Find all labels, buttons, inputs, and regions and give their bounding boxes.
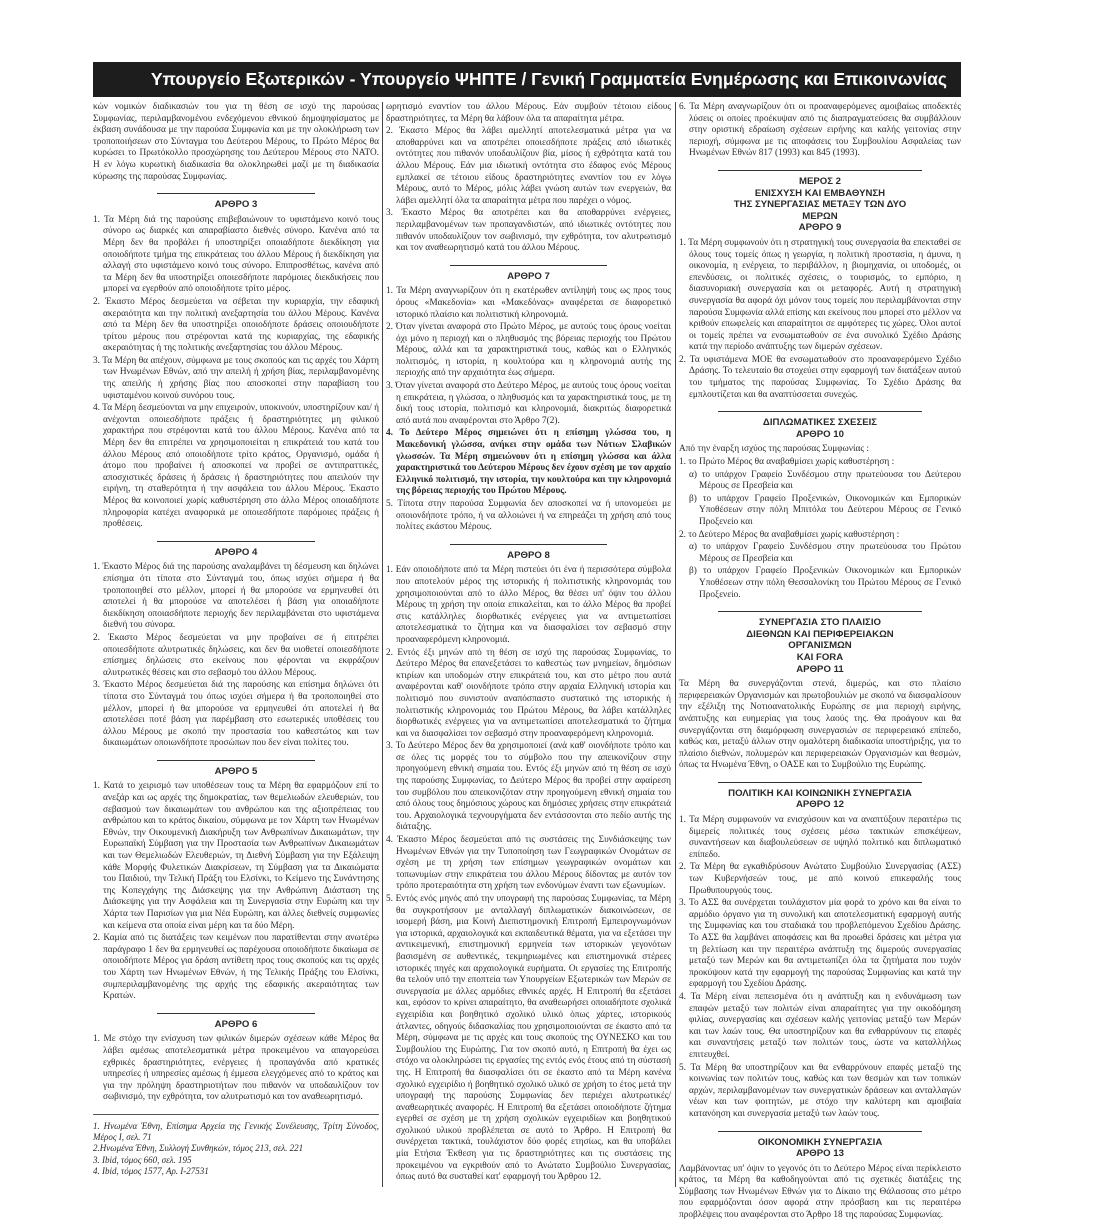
paragraph: 4. Έκαστο Μέρος δεσμεύεται από τις συστάσεις της Συνδιάσκεψης των Ηνωμένων Εθνών για την Τυποποίηση των Γεωγραφικών Ονομάτων σε σχέση με τη χρήση των επίσημων γεωγραφικών ονομάτων και τοπωνυμίων στην επικράτεια του άλλου Μέρους δίδοντας με αυτόν τον τρόπο προτεραιότητα στη χρήση των ενδονύμων έναντι των εξωνυμίων. (386, 835, 671, 892)
paragraph: 2. Εντός έξι μηνών από τη θέση σε ισχύ της παρούσας Συμφωνίας, το Δεύτερο Μέρος θα επανεξετάσει το καθεστώς των μνημείων, δημόσιων κτιρίων και υποδομών στην επικράτειά του, και στο μέτρο που αυτά αναφέρονται καθ' οιονδήποτε τρόπο στην αρχαία Ελληνική ιστορία και πολιτισμό που συνιστούν αναπόσπαστο συστατικό της ιστορικής ή πολιτιστικής κληρονομιάς του Πρώτου Μέρους, θα λάβει κατάλληλες διορθωτικές ενέργειες για να αντιμετωπίσει αποτελεσματικά το ζήτημα και να διασφαλίσει τον σεβασμό στην προαναφερόμενη κληρονομιά. (386, 647, 671, 739)
footnote: 2.Ηνωμένα Έθνη, Συλλογή Συνθηκών, τόμος 213, σελ. 221 (93, 1143, 304, 1154)
section-heading-line: ΔΙΠΛΩΜΑΤΙΚΕΣ ΣΧΕΣΕΙΣ (762, 417, 878, 429)
column-right (679, 102, 961, 1221)
section-heading-line: ΑΡΘΡΟ 10 (795, 428, 844, 440)
paragraph: 4. Τα Μέρη δεσμεύονται να μην επιχειρούν, υποκινούν, υποστηρίζουν και/ ή ανέχονται οποιεσδήποτε πράξεις ή δραστηριότητες μη φιλικού χαρακτήρα που στρέφονται κατά του άλλου Μέρους. Κανένα από τα Μέρη δεν θα επιτρέπει να χρησιμοποιείται η επικράτειά του κατά του άλλου Μέρους από οποιοδήποτε τρίτο κράτος, Οργανισμό, ομάδα ή άτομο που προβαίνει ή αποσκοπεί να προβεί σε αντιπραττικές, αποσχιστικές δράσεις ή δράσεις ή δραστηριότητες που απειλούν την ειρήνη, τη σταθερότητα ή την ασφάλεια του άλλου Μέρους. Έκαστο Μέρος θα κοινοποιεί χωρίς καθυστέρηση στο άλλο Μέρος οποιαδήποτε πληροφορία κατέχει αναφορικά με οποιεσδήποτε παρόμοιες πράξεις ή προθέσεις. (93, 403, 379, 530)
paragraph: Λαμβάνοντας υπ' όψιν το γεγονός ότι το Δεύτερο Μέρος είναι περίκλειστο κράτος, τα Μέρη θα καθοδηγούνται από τις σχετικές διατάξεις της Σύμβασης των Ηνωμένων Εθνών για το Δίκαιο της Θάλασσας στο μέτρο που εφαρμόζονται όσον αφορά στην πρόσβαση και τις περαιτέρω προβλέψεις που αναφέρονται στο Άρθρο 18 της παρούσας Συμφωνίας. (679, 1163, 961, 1221)
paragraph: 3. Έκαστο Μέρος δεσμεύεται διά της παρούσης και επίσημα δηλώνει ότι τίποτα στο Σύνταγμά του όπως ισχύει σήμερα ή θα τροποποιηθεί στο μέλλον, μπορεί ή θα μπορούσε να ερμηνευθεί ότι αποτελεί ή θα αποτελέσει ποτέ βάση για παρέμβαση στο εσωτερικές υποθέσεις του άλλου Μέρους με σκοπό την προστασία του καθεστώτος και των δικαιωμάτων οποιωνδήποτε προσώπων που δεν είναι πολίτες του. (93, 680, 379, 749)
paragraph: α) το υπάρχον Γραφείο Συνδέσμου στην πρωτεύουσα του Δεύτερου Μέρους σε Πρεσβεία και (689, 469, 961, 492)
section-heading (718, 411, 921, 440)
paragraph: 2. Όταν γίνεται αναφορά στο Πρώτο Μέρος, με αυτούς τους όρους νοείται όχι μόνο η περιοχή και ο πληθυσμός της βόρειας περιοχής του Πρώτου Μέρους, αλλά και τα χαρακτηριστικά τους, καθώς και ο Ελληνικός πολιτισμός, η ιστορία, η κουλτούρα και η κληρονομιά αυτής της περιοχής από την αρχαιότητα έως σήμερα. (386, 322, 671, 379)
paragraph: 3. Έκαστο Μέρος θα αποτρέπει και θα αποθαρρύνει ενέργειες, περιλαμβανομένων των προπαγανδιστών, από ιδιωτικές οντότητες που πιθανόν υποδαυλίζουν τον σωβινισμό, την εχθρότητα, τον αλυτρωτισμό και τον αναθεωρητισμό κατά του άλλου Μέρους. (386, 208, 671, 254)
paragraph: 3. Το Δεύτερο Μέρος δεν θα χρησιμοποιεί (ανά καθ' οιονδήποτε τρόπο και σε όλες τις μορφές του το σύμβολο που την απεικονίζουν στην προηγούμενη εθνική σημαία του. Εντός έξι μηνών από τη θέση σε ισχύ της παρούσης Συμφωνίας, το Δεύτερο Μέρος θα προβεί στην αφαίρεση του συμβόλου που απεικονιζόταν στην προηγούμενη εθνική σημαία του από όλους τους δημόσιους χώρους και δημόσιες χρήσεις στην επικράτειά του. Αρχαιολογικά τεχνουργήματα δεν εντάσσονται στο πεδίο αυτής της διάταξης. (386, 741, 671, 833)
paragraph: 1. Τα Μέρη διά της παρούσης επιβεβαιώνουν το υφιστάμενο κοινό τους σύνορο ως διαρκές και απαραβίαστο διεθνές σύνορο. Κανένα από τα Μέρη δεν θα προβάλει ή υποστηρίξει οποιαδήποτε διεκδίκηση για οποιοδήποτε τμήμα της επικράτειας του άλλου Μέρους ή διεκδίκηση για αλλαγή στο υφιστάμενο κοινό τους σύνορο. Επιπροσθέτως, κανένα από τα Μέρη δεν θα υποστηρίξει οποιεσδήποτε παρόμοιες διεκδικήσεις που μπορεί να εγερθούν από οποιοδήποτε τρίτο μέρος. (93, 214, 379, 295)
section-heading (718, 1131, 921, 1160)
paragraph: 1. Με στόχο την ενίσχυση των φιλικών διμερών σχέσεων κάθε Μέρος θα λάβει αμέσως αποτελεσματικά μέτρα προκειμένου να απαγορεύσει εχθρικές δραστηριότητες, ενέργειες ή προπαγάνδα από κρατικές υπηρεσίες ή υπηρεσίες αμέσως ή έμμεσα ελεγχόμενες από το κράτος και για την πρόληψη δραστηριοτήτων που πιθανόν να υποδαυλίζουν τον σωβινισμό, την εχθρότητα, τον αλυτρωτισμό και τον αναθεωρητισμό. (93, 1034, 379, 1103)
section-heading-line: ΣΥΝΕΡΓΑΣΙΑ ΣΤΟ ΠΛΑΙΣΙΟ (759, 617, 881, 629)
paragraph: 4. Τα Μέρη είναι πεπεισμένα ότι η ανάπτυξη και η ενδυνάμωση των επαφών μεταξύ των πολιτών είναι απαραίτητες για την οικοδόμηση φιλίας, συνεργασίας και σχέσεων καλής γειτονίας μεταξύ των Μερών και των λαών τους. Θα υποστηρίζουν και θα ενθαρρύνουν τις επαφές και συναντήσεις μεταξύ των πολιτών τους, ώστε να καταλλήλως επιτευχθεί. (679, 991, 961, 1060)
article-heading: ΑΡΘΡΟ 5 (157, 760, 314, 778)
paragraph: 2. Έκαστο Μέρος δεσμεύεται να σέβεται την κυριαρχία, την εδαφική ακεραιότητα και την πολιτική ανεξαρτησία του άλλου Μέρους. Κανένα από τα Μέρη δεν θα υποστηρίξει οποιοδήποτε δράσεις οποιουδήποτε τρίτου μέρους που στρέφονται κατά της κυριαρχίας, της εδαφικής ακεραιότητας ή της πολιτικής ανεξαρτησίας του άλλου Μέρους. (93, 296, 379, 354)
paragraph: β) το υπάρχον Γραφείο Προξενικών, Οικονομικών και Εμπορικών Υποθέσεων στην πόλη Μπιτόλα του Δεύτερου Μέρους σε Γενικό Προξενείο και (689, 493, 961, 527)
section-heading-line: ΑΡΘΡΟ 11 (796, 663, 844, 675)
paragraph: 2. Καμία από τις διατάξεις των κειμένων που παρατίθενται στην ανωτέρω παράγραφο 1 δεν θα ερμηνευθεί ως παρέχουσα οποιοδήποτε δικαίωμα σε οποιοδήποτε Μέρος για δράση αντίθετη προς τους σκοπούς και τις αρχές του Χάρτη των Ηνωμένων Εθνών, ή της Τελικής Πράξης του Ελσίνκι, συμπεριλαμβανομένης της αρχής της εδαφικής ακεραιότητας των Κρατών. (93, 933, 379, 1002)
column-divider (675, 102, 676, 1187)
paragraph: 5. Τίποτα στην παρούσα Συμφωνία δεν αποσκοπεί να ή υπονομεύει με οποιονδήποτε τρόπο, ή να αλλοιώνει ή να επηρεάζει τη χρήση από τους πολίτες εκάστου Μέρους. (386, 499, 671, 533)
section-heading (718, 170, 921, 234)
paragraph: α) το υπάρχον Γραφείο Συνδέσμου στην πρωτεύουσα του Πρώτου Μέρους σε Πρεσβεία και (689, 542, 961, 564)
paragraph: κών νομικών διαδικασιών του για τη θέση σε ισχύ της παρούσας Συμφωνίας, περιλαμβανομένου ενδεχόμενου εθνικού δημοψηφίσματος με έκβαση συνάδουσα με την παρούσα Συμφωνία και με την ολοκλήρωση των τροποποιήσεων στο Σύνταγμα του Δεύτερου Μέρους, το Πρώτο Μέρος θα κυρώσει το Πρωτόκολλο προσχώρησης του Δεύτερου Μέρους στο NATO. Η εν λόγω κυρωτική διαδικασία θα ολοκληρωθεί μαζί με τη διαδικασία κύρωσης της παρούσας Συμφωνίας. (93, 102, 379, 182)
paragraph: Από την έναρξη ισχύος της παρούσας Συμφωνίας : (679, 444, 869, 455)
paragraph: 1. Έκαστο Μέρος διά της παρούσης αναλαμβάνει τη δέσμευση και δηλώνει επίσημα ότι τίποτα στο Σύνταγμά του, όπως ισχύει σήμερα ή θα τροποποιηθεί στο μέλλον, μπορεί ή θα μπορούσε να ερμηνευθεί ότι αποτελεί ή θα μπορούσε να αποτελέσει ή βάση για οποιαδήποτε διεκδίκηση οποιασδήποτε περιοχής δεν περιλαμβάνεται στο υφιστάμενα διεθνή του σύνορα. (93, 562, 379, 631)
section-heading (718, 611, 921, 675)
paragraph: 1. Τα Μέρη συμφωνούν ότι η στρατηγική τους συνεργασία θα επεκταθεί σε όλους τους τομείς όπως η γεωργία, η πολιτική προστασία, η άμυνα, η οικονομία, η ενέργεια, το περιβάλλον, η βιομηχανία, οι υποδομές, οι επενδύσεις, οι πολιτικές σχέσεις, ο τουρισμός, το εμπόριο, η διασυνοριακή συνεργασία και οι μεταφορές. Αυτή η στρατηγική συνεργασία θα αφορά όχι μόνον τους τομείς που περιλαμβάνονται στην παρούσα Συμφωνία αλλά επίσης και εκείνους που μπορεί στο μέλλον να κριθούν επωφελείς και απαραίτητοι σε αμφότερες τις χώρες. Όλοι αυτοί οι τομείς πρέπει να ενσωματωθούν σε ένα συνολικό Σχέδιο Δράσης κατά την περίοδο ανάπτυξης των διμερών σχέσεων. (679, 237, 961, 353)
paragraph: 2. Έκαστο Μέρος δεσμεύεται να μην προβαίνει σε ή επιτρέπει οποιεσδήποτε αλυτρωτικές δηλώσεις, και δεν θα υιοθετεί οποιεσδήποτε επίσημες δηλώσεις στο εκείνους που φέρονται να εκφράζουν αλυτρωτικές θέσεις και στο σεβασμό του άλλου Μέρους. (93, 632, 379, 678)
paragraph: 2. Έκαστο Μέρος θα λάβει αμελλητί αποτελεσματικά μέτρα για να αποθαρρύνει και να αποτρέπει οποιεσδήποτε πράξεις από ιδιωτικές οντότητες που πιθανόν υποδαυλίζουν βία, μίσος ή εχθρότητα κατά του άλλου Μέρους. Εάν μια ιδιωτική οντότητα στο έδαφος ενός Μέρους εμπλακεί σε τέτοιου είδους δραστηριότητες εναντίον του εν λόγω Μέρους, αυτό το Μέρος, μόλις λάβει γνώση αυτών των ενεργειών, θα λάβει αμελλητί όλα τα απαραίτητα μέτρα που παρέχει ο νόμος. (386, 126, 671, 206)
paragraph: 1. Εάν οποιοδήποτε από τα Μέρη πιστεύει ότι ένα ή περισσότερα σύμβολα που αποτελούν μέρος της ιστορικής ή πολιτιστικής κληρονομιάς του χρησιμοποιούνται από το άλλο Μέρος, θα θέσει υπ' όψιν του άλλου Μέρους τη χρήση την οποία επικαλείται, και το άλλο Μέρος θα προβεί στις κατάλληλες διορθωτικές ενέργειες για να αντιμετωπίσει αποτελεσματικά το ζήτημα και να διασφαλίσει τον σεβασμό στην προαναφερόμενη κληρονομιά. (386, 565, 671, 645)
paragraph: 3. Το ΑΣΣ θα συνέρχεται τουλάχιστον μία φορά το χρόνο και θα είναι το αρμόδιο όργανο για τη συνολική και αποτελεσματική εφαρμογή αυτής της Συμφωνίας και του σταδιακά του προβλεπόμενου Σχεδίου Δράσης. Το ΑΣΣ θα λαμβάνει αποφάσεις και θα προωθεί δράσεις και μέτρα για τη βελτίωση και την περαιτέρω ανάπτυξη της διμερούς συνεργασίας μεταξύ των Μερών και θα αντιμετωπίζει όλα τα ζητήματα που τυχόν προκύψουν κατά την εφαρμογή της παρούσας Συμφωνίας και κατά την εφαρμογή του Σχεδίου Δράσης. (679, 898, 961, 990)
section-heading-line: ΜΕΡΟΣ 2 (798, 175, 841, 187)
section-heading-line: ΑΡΘΡΟ 13 (795, 1148, 844, 1160)
paragraph: 2. Τα υφιστάμενα ΜΟΕ θα ενσωματωθούν στο προαναφερόμενο Σχέδιο Δράσης. Το τελευταίο θα στοχεύει στην εφαρμογή των διατάξεων αυτού του τμήματος της παρούσας Συμφωνίας. Το Σχέδιο Δράσης θα εμπλουτίζεται και θα αναπτύσσεται συνεχώς. (679, 354, 961, 400)
article-heading: ΑΡΘΡΟ 3 (157, 193, 314, 211)
text-columns (93, 102, 961, 1221)
footnote: 4. Ibid, τόμος 1577, Αρ. Ι-27531 (93, 1165, 209, 1176)
column-divider (382, 102, 383, 1187)
column-middle (386, 102, 671, 1187)
footnote: 3. Ibid, τόμος 660, σελ. 195 (93, 1154, 192, 1165)
article-heading: ΑΡΘΡΟ 6 (157, 1013, 314, 1031)
paragraph: 5. Τα Μέρη θα υποστηρίζουν και θα ενθαρρύνουν επαφές μεταξύ της κοινωνίας των πολιτών τους, καθώς και των θεσμών και των τοπικών αρχών, περιλαμβανομένων των συνεργατικών δράσεων και ανταλλαγών νέων και των φοιτητών, με στόχο την καλύτερη και αμοιβαία κατανόηση και συνεργασία μεταξύ των λαών τους. (679, 1062, 961, 1119)
page-banner: Υπουργείο Εξωτερικών - Υπουργείο ΨΗΠΤΕ / Γενική Γραμματεία Ενημέρωσης και Επικοινωνίας (93, 62, 961, 97)
footnote: 1. Ηνωμένα Έθνη, Επίσημα Αρχεία της Γενικής Συνέλευσης, Τρίτη Σύνοδος, Μέρος Ι, σελ. 71 (93, 1120, 379, 1143)
paragraph: 1. Κατά το χειρισμό των υποθέσεων τους τα Μέρη θα εφαρμόζουν επί το ανεξάρ και ως αρχές της δημοκρατίας, των θεμελιωδών ελευθεριών, του σεβασμού των δικαιωμάτων του ανθρώπου και της αξιοπρέπειας του ανθρώπου και το κράτος δικαίου, σύμφωνα με τον Χάρτη των Ηνωμένων Εθνών, την Οικουμενική Διακήρυξη των Ανθρωπίνων Δικαιωμάτων, την Ευρωπαϊκή Σύμβαση για την Προστασία των Ανθρωπίνων Δικαιωμάτων και των Θεμελιωδών Ελευθεριών, τη Διεθνή Σύμβαση για την Εξάλειψη κάθε Μορφής Φυλετικών Διακρίσεων, τη Σύμβαση για τα Δικαιώματα του Παιδιού, την Τελική Πράξη του Ελσίνκι, το Κείμενο της Συνάντησης της Κοπεγχάγης της Διάσκεψης για την Ανθρώπινη Διάσταση της Διάσκεψης για την Ασφάλεια και τη Συνεργασία στην Ευρώπη και την Χάρτα των Παρισίων για μια Νέα Ευρώπη, και άλλες διεθνείς συμφωνίες και κείμενα στα οποία είναι μέρη και τα δύο Μέρη. (93, 781, 379, 931)
paragraph: 3. Όταν γίνεται αναφορά στο Δεύτερο Μέρος, με αυτούς τους όρους νοείται η επικράτεια, η γλώσσα, ο πληθυσμός και τα χαρακτηριστικά τους, με τη δική τους ιστορία, πολιτισμό και κληρονομιά, διακριτώς διαφορετικά από αυτά που αναφέρονται στο Άρθρο 7(2). (386, 381, 671, 426)
paragraph: 4. Το Δεύτερο Μέρος σημειώνει ότι η επίσημη γλώσσα του, η Μακεδονική γλώσσα, ανήκει στην ομάδα των Νότιων Σλαβικών γλωσσών. Τα Μέρη σημειώνουν ότι η επίσημη γλώσσα και άλλα χαρακτηριστικά του Δεύτερου Μέρους δεν έχουν σχέση με τον αρχαίο Ελληνικό πολιτισμό, την ιστορία, την κουλτούρα και την κληρονομιά της βόρειας περιοχής του Πρώτου Μέρους. (386, 428, 671, 497)
paragraph: Τα Μέρη θα συνεργάζονται στενά, διμερώς, και στο πλαίσιο περιφερειακών Οργανισμών και πρωτοβουλιών με σκοπό να διασφαλίσουν την εξέλιξη της Νοτιοανατολικής Ευρώπης σε μια περιοχή ειρήνης, ανάπτυξης και ευημερίας για τους λαούς της. Θα προάγουν και θα συνεργάζονται στη διαμόρφωση συνεργασιών σε περιφερειακό επίπεδο, καθώς και, μεταξύ άλλων στην ομαλότερη διαδικασία υποστήριξης, για το πλαίσιο διεθνών, πολυμερών και περιφερειακών Οργανισμών και θεσμών, όπως τα Ηνωμένα Έθνη, ο ΟΑΣΕ και το Συμβούλιο της Ευρώπης. (679, 679, 961, 771)
section-heading-line: ΚΑΙ FORA (796, 651, 844, 663)
section-heading-line: ΠΟΛΙΤΙΚΗ ΚΑΙ ΚΟΙΝΩΝΙΚΗ ΣΥΝΕΡΓΑΣΙΑ (728, 787, 912, 799)
paragraph: 5. Εντός ενός μηνός από την υπογραφή της παρούσας Συμφωνίας, τα Μέρη θα συγκροτήσουν με ανταλλαγή διπλωματικών διακοινώσεων, σε ισομερή βάση, μια Κοινή Διεπιστημονική Επιτροπή Εμπειρογνωμόνων για ιστορικά, αρχαιολογικά και εκπαιδευτικά θέματα, για να εξετάσει την αντικειμενική, επιστημονική ερμηνεία των ιστορικών γεγονότων βασισμένη σε αυθεντικές, τεκμηριωμένες και επιστημονικά στέρεες ιστορικές πηγές και αρχαιολογικά ευρήματα. Οι εργασίες της Επιτροπής θα τελούν υπό την εποπτεία των Υπουργείων Εξωτερικών των Μερών σε συνεργασία με άλλες αρμόδιες εθνικές αρχές. Η Επιτροπή θα εξετάσει και, εφόσον το κρίνει απαραίτητο, θα αναθεωρήσει οποιαδήποτε σχολικά εγχειρίδια και βοηθητικό σχολικό υλικό όπως χάρτες, ιστορικούς άτλαντες, οδηγούς διδασκαλίας που χρησιμοποιούνται σε έκαστο από τα Μέρη, σύμφωνα με τις αρχές και τους σκοπούς της ΟΥΝΕΣΚΟ και του Συμβουλίου της Ευρώπης. Για τον σκοπό αυτό, η Επιτροπή θα έχει ως στόχο να ολοκληρώσει τις εργασίες της εντός ενός έτους από τη σύστασή της. Η Επιτροπή θα διασφαλίσει ότι σε έκαστο από τα Μέρη κανένα σχολικό εγχειρίδιο ή βοηθητικό σχολικό υλικό σε χρήση το έτος μετά την υπογραφή της παρούσης Συμφωνίας δεν περιέχει αλυτρωτικές/αναθεωρητικές αναφορές. Η Επιτροπή θα εξετάσει οποιοδήποτε ζήτημα εγερθεί σε σχέση με τη χρήση σχολικών εγχειριδίων και βοηθητικού σχολικού υλικού προβλέπεται σε αυτό το Άρθρο. Η Επιτροπή θα συνέρχεται τακτικά, τουλάχιστον δύο φορές ετησίως, και θα υποβάλει μία Ετήσια Έκθεση για τις δραστηριότητες και τις συστάσεις της προκειμένου να εγκριθούν από το Ανώτατο Συμβούλιο Συνεργασίας, όπως αυτό θα συσταθεί κατ' εφαρμογή του Άρθρου 12. (386, 894, 671, 1183)
newspaper-page (93, 62, 963, 1221)
paragraph: 3. Τα Μέρη θα απέχουν, σύμφωνα με τους σκοπούς και τις αρχές του Χάρτη των Ηνωμένων Εθνών, από την απειλή ή χρήση βίας, περιλαμβανομένης της απειλής ή χρήσης βίας που αποσκοπεί στην παραβίαση του υφισταμένου κοινού συνόρου τους. (93, 355, 379, 401)
paragraph: 1. το Πρώτο Μέρος θα αναβαθμίσει χωρίς καθυστέρηση : (679, 457, 895, 468)
column-left (93, 102, 379, 1187)
section-heading-line: ΟΙΚΟΝΟΜΙΚΗ ΣΥΝΕΡΓΑΣΙΑ (757, 1136, 883, 1148)
footnotes (93, 1114, 379, 1177)
paragraph: 2. Τα Μέρη θα εγκαθιδρύσουν Ανώτατο Συμβούλιο Συνεργασίας (ΑΣΣ) των Κυβερνήσεών τους, με από κοινού επικεφαλής τους Πρωθυπουργούς τους. (679, 862, 961, 896)
paragraph: 1. Τα Μέρη αναγνωρίζουν ότι η εκατέρωθεν αντίληψή τους ως προς τους όρους «Μακεδονία» και «Μακεδόνας» αναφέρεται σε διαφορετικό ιστορικό πλαίσιο και πολιτιστική κληρονομιά. (386, 286, 671, 320)
section-heading-line: ΤΗΣ ΣΥΝΕΡΓΑΣΙΑΣ ΜΕΤΑΞΥ ΤΩΝ ΔΥΟ ΜΕΡΩΝ (733, 199, 907, 222)
section-heading-line: ΕΝΙΣΧΥΣΗ ΚΑΙ ΕΜΒΑΘΥΝΣΗ (754, 187, 886, 199)
article-heading: ΑΡΘΡΟ 8 (450, 544, 607, 562)
paragraph: β) το υπάρχον Γραφείο Προξενικών Οικονομικών και Εμπορικών Υποθέσεων στην πόλη Θεσσαλονίκη του Πρώτου Μέρους σε Γενικό Προξενείο. (689, 566, 961, 600)
paragraph: ωρητισμό εναντίον του άλλου Μέρους. Εάν συμβούν τέτοιου είδους δραστηριότητες, τα Μέρη θα λάβουν όλα τα απαραίτητα μέτρα. (386, 102, 671, 124)
paragraph: 6. Τα Μέρη αναγνωρίζουν ότι οι προαναφερόμενες αμοιβαίως αποδεκτές λύσεις οι οποίες προέκυψαν από τις διαπραγματεύσεις θα συμβάλλουν στην οριστική εδραίωση σχέσεων ειρήνης και καλής γειτονίας στην περιοχή, σύμφωνα με τις αποφάσεις του Συμβουλίου Ασφαλείας των Ηνωμένων Εθνών 817 (1993) και 845 (1993). (679, 102, 961, 159)
paragraph: 1. Τα Μέρη συμφωνούν να ενισχύσουν και να αναπτύξουν περαιτέρω τις διμερείς πολιτικές τους σχέσεις μέσω τακτικών επισκέψεων, συναντήσεων και διαβουλεύσεων σε υψηλό πολιτικό και διπλωματικό επίπεδο. (679, 815, 961, 860)
section-heading-line: ΔΙΕΘΝΩΝ ΚΑΙ ΠΕΡΙΦΕΡΕΙΑΚΩΝ ΟΡΓΑΝΙΣΜΩΝ (746, 628, 894, 652)
section-heading (718, 782, 921, 811)
article-heading: ΑΡΘΡΟ 7 (450, 265, 607, 283)
article-heading: ΑΡΘΡΟ 4 (157, 541, 314, 559)
section-heading-line: ΑΡΘΡΟ 9 (798, 222, 842, 234)
section-heading-line: ΑΡΘΡΟ 12 (795, 799, 844, 811)
paragraph: 2. το Δεύτερο Μέρος θα αναβαθμίσει χωρίς καθυστέρηση : (679, 529, 900, 540)
